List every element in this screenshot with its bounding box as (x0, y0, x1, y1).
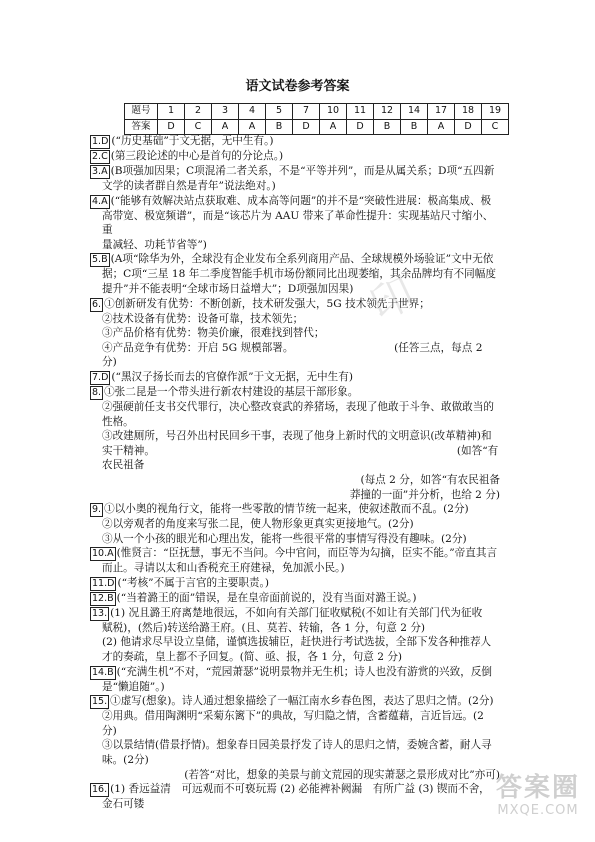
logo-subtext: MXQE.COM (497, 803, 579, 818)
question-number-badge: 5.B (92, 254, 108, 266)
answer-cell: C (185, 119, 212, 135)
question-number-cell: 11 (347, 104, 374, 120)
question-number-badge: 7.D (92, 371, 109, 383)
answer-text: 味。(2分) (102, 754, 149, 767)
question-number-cell: 1 (158, 104, 185, 120)
answer-line (90, 370, 500, 385)
answer-line (90, 635, 500, 650)
answer-text: (2) 他请求尽早设立皇储，谨慎选拔辅臣，赶快进行考试选拔，全部下发各种推荐人 (102, 636, 492, 649)
answer-text: (“充满生机”不对，“荒园萧瑟”说明景物并无生机；诗人也没有游赏的兴致，反倒 (116, 665, 493, 678)
answer-line (90, 576, 500, 591)
answer-line (90, 665, 500, 680)
answer-line (90, 768, 500, 783)
answer-text: (若答“对比，想象的美景与前文荒园的现实萧瑟之景形成对比”亦可) (184, 768, 500, 781)
answer-text: (“考核”不属于言官的主要职责。) (117, 576, 269, 589)
answer-line (90, 473, 500, 488)
answer-content (90, 134, 500, 812)
answer-text: ②用典。借用陶渊明“采菊东篱下”的典故，写归隐之情，含蓄蕴藉，言近旨远。(2 (102, 710, 484, 723)
answer-line (90, 738, 500, 753)
answer-text: ③改建厕所，号召外出村民回乡干事，表现了他身上新时代的文明意识(改革精神)和 (102, 430, 492, 443)
answer-line (90, 650, 500, 665)
answer-text: 莽撞的一面”并分析，也给 2 分) (349, 488, 500, 501)
answer-line (90, 502, 500, 517)
question-number-cell: 4 (239, 104, 266, 120)
question-number-badge: 15. (92, 696, 108, 708)
question-number-badge: 9. (92, 504, 102, 516)
answer-text: 而止。寻请以太和山香税充王府建禄，免加派小民。) (102, 562, 345, 575)
answer-cell: A (320, 119, 347, 135)
answer-cell: A (212, 119, 239, 135)
answer-line (90, 561, 500, 576)
question-number-cell: 19 (482, 104, 509, 120)
answer-text: 分) (102, 724, 117, 737)
answer-line (90, 267, 500, 282)
answer-line (90, 429, 500, 444)
question-number-cell: 17 (428, 104, 455, 120)
answer-text: (惟贤言：“臣抚慧，事无不当问。今中官问，而臣等为勾摘，臣实不能。”帝直其言 (116, 547, 498, 560)
answer-line (90, 209, 500, 238)
answer-text: (“黑汉子扬长而去的官僚作派”于文无据，无中生有) (111, 370, 353, 383)
answer-line (90, 517, 500, 532)
answer-text: 金石可镂 (102, 798, 145, 811)
answer-text: ①创新研发有优势：不断创新，技术研发强大，5G 技术领先于世界； (104, 297, 430, 310)
question-number-badge: 4.A (92, 195, 108, 207)
answer-cell: B (401, 119, 428, 135)
page-title: 语文试卷参考答案 (245, 79, 350, 94)
answer-text: ①以小奥的视角行文，能将一些零散的情节统一起来，使叙述散而不乱。(2分) (104, 503, 469, 516)
logo-text: 答案圈 (495, 773, 580, 803)
answer-line (90, 252, 500, 267)
answer-text: ③以景结情(借景抒情)。想象春日园美景抒发了诗人的思归之情，委婉含蓄，耐人寻 (102, 739, 492, 752)
question-number-badge: 6. (92, 298, 102, 310)
answer-cell: D (158, 119, 185, 135)
answer-text: 实干精神。 (如答“有农民祖备 (102, 444, 499, 472)
answer-line (90, 149, 500, 164)
question-number-badge: 11.D (92, 577, 115, 589)
question-number-badge: 1.D (92, 136, 109, 147)
answer-text: (1) 香远益清 可远观而不可亵玩焉 (2) 必能裨补阙漏 有所广益 (3) 锲而不舍， (110, 783, 490, 796)
watermark: 印 (362, 267, 422, 331)
answer-line (90, 680, 500, 695)
answer-line (90, 694, 500, 709)
answer-cell: D (293, 119, 320, 135)
question-number-badge: 16. (92, 784, 108, 796)
answer-text: ④产品竞争有优势：开启 5G 规模部署。 (任答三点，每点 2 分) (102, 341, 483, 369)
answer-cell: A (428, 119, 455, 135)
site-logo (484, 772, 592, 838)
answer-cell: D (455, 119, 482, 135)
answer-cell: B (266, 119, 293, 135)
answer-line (90, 385, 500, 400)
question-number-cell: 2 (185, 104, 212, 120)
question-number-badge: 12.B (92, 592, 114, 604)
answer-text: 量减轻、功耗节省等”) (102, 238, 207, 251)
answer-text: ③从一个小孩的眼光和心理出发，能将一些很平常的事情写得没有趣味。(2分) (102, 532, 467, 545)
question-number-cell: 5 (266, 104, 293, 120)
answer-row (125, 119, 509, 135)
answer-line (90, 709, 500, 724)
answer-line (90, 194, 500, 209)
answer-line (90, 621, 500, 636)
answer-text: 高带宽、极宽频谱”，而是“该芯片为 AAU 带来了革命性提升：实现基站尺寸缩小、重 (102, 209, 494, 237)
answer-cell: D (347, 119, 374, 135)
answer-text: ③产品价格有优势：物美价廉，很难找到替代； (102, 327, 325, 340)
answer-line (90, 797, 500, 812)
question-number-badge: 13. (92, 607, 108, 619)
answer-cell: A (239, 119, 266, 135)
question-number-cell: 12 (374, 104, 401, 120)
answer-text: (A项“除华为外，全球没有企业发布全系列商用产品、全球规模外场验证”文中无依 (110, 253, 494, 266)
question-number-cell: 3 (212, 104, 239, 120)
answer-line (90, 782, 500, 797)
answer-text: (“当着潞王的面”错误，是在皇帝面前说的，没有当面对潞王说。) (116, 591, 417, 604)
answer-table (124, 103, 509, 135)
answer-line (90, 606, 500, 621)
answer-line (90, 164, 500, 179)
answer-text: ②技术设备有优势：设备可靠，技术领先； (102, 312, 304, 325)
question-number-badge: 3.A (92, 166, 108, 177)
row-label-question: 题号 (125, 104, 158, 120)
question-number-cell: 7 (293, 104, 320, 120)
answer-text: ①张二昆是一个带头进行新农村建设的基层干部形象。 (104, 385, 359, 398)
answer-text: (“历史基础”于文无据，无中生有。) (111, 135, 274, 147)
answer-text: 据；C项“三星 18 年二季度智能手机市场份额同比出现萎缩，其余品牌均有不同幅度 (102, 268, 496, 281)
question-number-row (125, 104, 509, 120)
answer-cell: B (374, 119, 401, 135)
answer-text: (“能够有效解决站点获取难、成本高等问题”的并不是“突破性进展：极高集成、极 (110, 194, 492, 207)
question-number-badge: 2.C (92, 151, 108, 162)
answer-text: 才的奏疏，皇上都不予回复。(简、亟、报，各 1 分，句意 2 分) (102, 651, 403, 664)
answer-line (90, 179, 500, 194)
answer-line (90, 444, 500, 473)
question-number-cell: 18 (455, 104, 482, 120)
answer-text: (B项强加因果；C项混淆二者关系，不是“平等并列”，而是从属关系；D项“五四新 (110, 165, 495, 177)
answer-line (90, 488, 500, 503)
question-number-cell: 14 (401, 104, 428, 120)
answer-line (90, 532, 500, 547)
answer-text: (1) 况且潞王府离楚地很远，不如向有关部门征收赋税(不如让有关部门代为征收 (110, 606, 483, 619)
answer-text: ①虚写(想象)。诗人通过想象描绘了一幅江南水乡春色图，表达了思归之情。(2分) (110, 695, 494, 708)
answer-line (90, 724, 500, 739)
answer-cell: C (482, 119, 509, 135)
answer-text: 文学的读者群自然是青年”说法绝对。) (102, 180, 276, 192)
answer-line (90, 238, 500, 253)
question-number-badge: 10.A (92, 548, 114, 560)
answer-text: 提升”并不能表明“全球市场日益增大”；D项强加因果) (102, 282, 354, 295)
answer-text: 是“懒追随”。) (102, 680, 165, 693)
answer-text: 赋税)，(然后)转送给潞王府。(且、莫若、转输，各 1 分，句意 2 分) (102, 621, 426, 634)
answer-text: (第三段论述的中心是首句的分论点。) (110, 150, 284, 162)
answer-text: ②以旁观者的角度来写张二昆，使人物形象更真实更接地气。(2分) (102, 518, 414, 531)
answer-line (90, 591, 500, 606)
answer-line (90, 546, 500, 561)
question-number-badge: 14.B (92, 666, 114, 678)
answer-line (90, 400, 500, 429)
answer-line (90, 753, 500, 768)
question-number-cell: 10 (320, 104, 347, 120)
answer-text: (每点 2 分，如答“有农民祖备 (360, 473, 500, 486)
answer-line (90, 134, 500, 149)
question-number-badge: 8. (92, 386, 102, 398)
row-label-answer: 答案 (125, 119, 158, 135)
answer-text: ②强硬前任支书交代罪行，决心整改衰武的养猪场，表现了他敢于斗争、敢做敢当的性格。 (102, 400, 494, 428)
